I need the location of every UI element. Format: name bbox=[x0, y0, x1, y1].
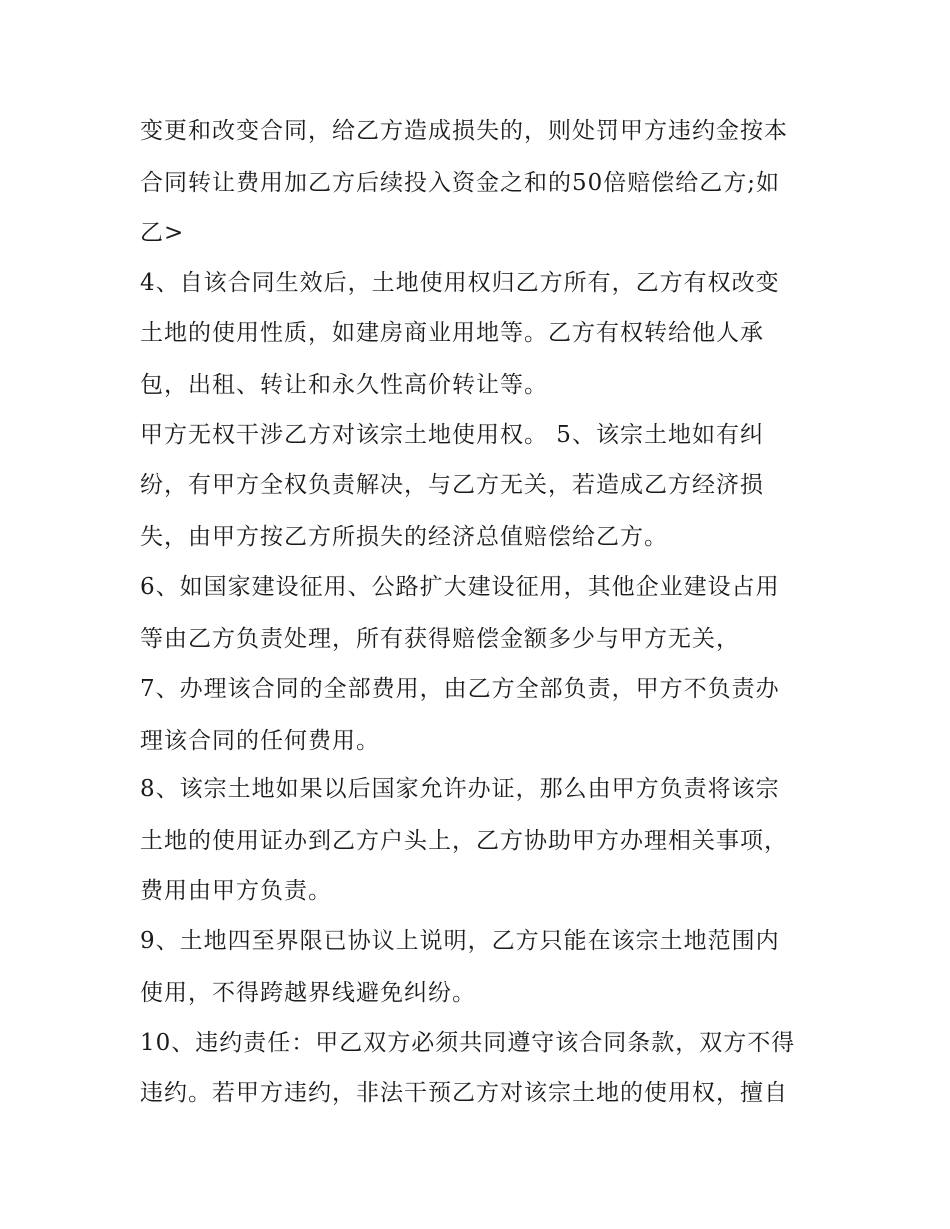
text-line: 违约。若甲方违约，非法干预乙方对该宗土地的使用权，擅自 bbox=[140, 1080, 788, 1106]
text-line: 乙> bbox=[140, 220, 185, 246]
text-line: 使用，不得跨越界线避免纠纷。 bbox=[140, 980, 476, 1006]
text-line: 纷，有甲方全权负责解决，与乙方无关，若造成乙方经济损 bbox=[140, 472, 764, 498]
text-line: 9、土地四至界限已协议上说明，乙方只能在该宗土地范围内 bbox=[140, 928, 780, 954]
text-line: 理该合同的任何费用。 bbox=[140, 728, 380, 754]
text-line: 6、如国家建设征用、公路扩大建设征用，其他企业建设占用 bbox=[140, 574, 780, 600]
text-line: 10、违约责任：甲乙双方必须共同遵守该合同条款，双方不得 bbox=[140, 1030, 796, 1056]
text-line: 等由乙方负责处理，所有获得赔偿金额多少与甲方无关， bbox=[140, 626, 740, 652]
text-line: 变更和改变合同，给乙方造成损失的，则处罚甲方违约金按本 bbox=[140, 118, 788, 144]
text-line: 土地的使用证办到乙方户头上，乙方协助甲方办理相关事项， bbox=[140, 828, 788, 854]
text-line: 甲方无权干涉乙方对该宗土地使用权。 5、该宗土地如有纠 bbox=[140, 422, 764, 448]
text-line: 包，出租、转让和永久性高价转让等。 bbox=[140, 372, 548, 398]
text-line: 失，由甲方按乙方所损失的经济总值赔偿给乙方。 bbox=[140, 524, 668, 550]
text-line: 8、该宗土地如果以后国家允许办证，那么由甲方负责将该宗 bbox=[140, 776, 780, 802]
text-line: 4、自该合同生效后，土地使用权归乙方所有，乙方有权改变 bbox=[140, 270, 780, 296]
text-line: 7、办理该合同的全部费用，由乙方全部负责，甲方不负责办 bbox=[140, 676, 780, 702]
text-line: 费用由甲方负责。 bbox=[140, 878, 332, 904]
text-line: 土地的使用性质，如建房商业用地等。乙方有权转给他人承 bbox=[140, 320, 764, 346]
text-line: 合同转让费用加乙方后续投入资金之和的50倍赔偿给乙方;如 bbox=[140, 170, 781, 196]
